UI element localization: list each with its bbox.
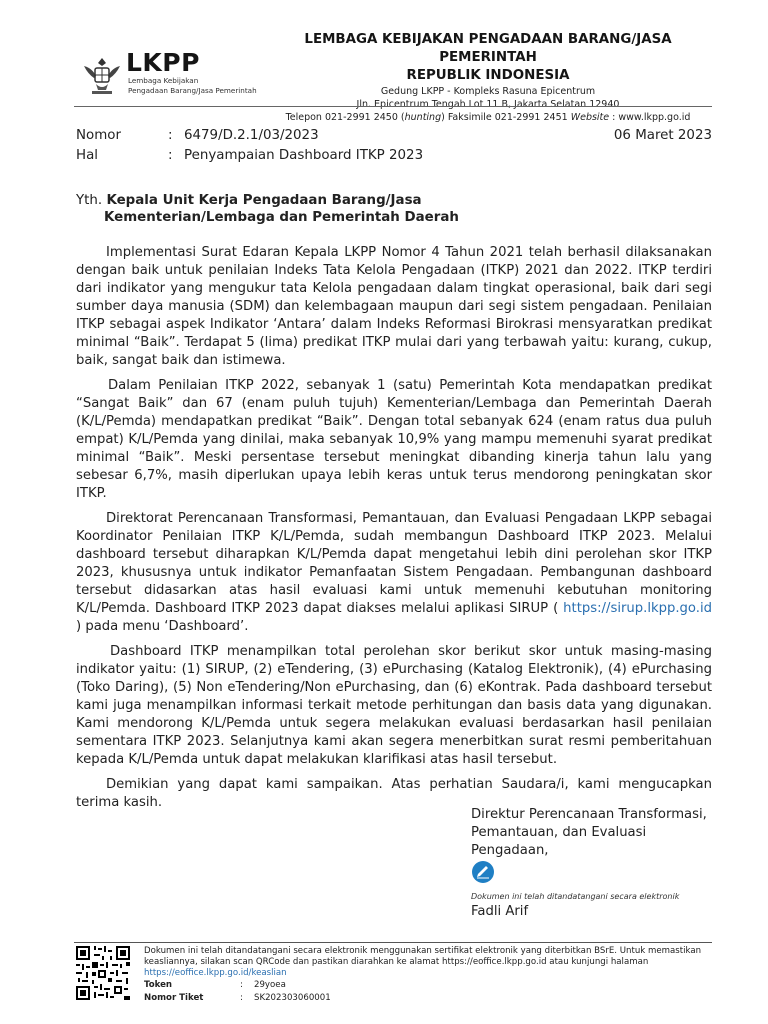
letter-number: 6479/D.2.1/03/2023 (184, 128, 319, 143)
logo-wordmark: LKPP (126, 48, 200, 77)
org-name: LEMBAGA KEBIJAKAN PENGADAAN BARANG/JASA PEMERINTAH (304, 32, 672, 65)
recipient-line1: Kepala Unit Kerja Pengadaan Barang/Jasa (106, 193, 422, 208)
paragraph-4: Dashboard ITKP menampilkan total perolehan skor berikut skor untuk masing-masing indikator yaitu: (1) SIRUP, (2) eTendering, (3) ePurchasing (Katalog Elektronik), (4) ePurchasing (Toko Daring), (5) Non eTendering/Non ePurchasing, dan (6) eKontrak. Pada dashboard tersebut kami juga menampilkan informasi terkait metode perhitungan dan basis data yang digunakan. Kami mendorong K/L/Pemda untuk segera melakukan evaluasi berdasarkan hasil penilaian sementara ITKP 2023. Selanjutnya kami akan segera menerbitkan surat resmi pemberitahuan kepada K/L/Pemda untuk dapat melakukan klarifikasi atas hasil tersebut. (76, 644, 712, 767)
letter-subject: Penyampaian Dashboard ITKP 2023 (184, 148, 424, 163)
letter-date: 06 Maret 2023 (613, 128, 712, 143)
paragraph-3: Direktorat Perencanaan Transformasi, Pemantauan, dan Evaluasi Pengadaan LKPP sebagai Koordinator Penilaian ITKP K/L/Pemda, sudah membangun Dashboard ITKP 2023. Melalui dashboard tersebut diharapkan K/L/Pemda dapat mengetahui lebih dini perolehan skor ITKP 2023, khususnya untuk indikator Pemanfaatan Sistem Pengadaan. Pembangunan dashboard tersebut didasarkan atas hasil evaluasi kami untuk memenuhi kebutuhan monitoring K/L/Pemda. Dashboard ITKP 2023 dapat diakses melalui aplikasi SIRUP ( https://sirup.lkpp.go.id ) pada menu ‘Dashboard’. (76, 511, 712, 634)
signatory-name: Fadli Arif (471, 904, 529, 919)
org-country: REPUBLIK INDONESIA (406, 68, 570, 83)
paragraph-2: Dalam Penilaian ITKP 2022, sebanyak 1 (satu) Pemerintah Kota mendapatkan predikat “Sangat Baik” dan 67 (enam puluh tujuh) Kementerian/Lembaga dan Pemerintah Daerah (K/L/Pemda) mendapatkan predikat “Baik”. Dengan total sebanyak 624 (enam ratus dua puluh empat) K/L/Pemda yang dinilai, maka sebanyak 10,9% yang mampu memenuhi syarat predikat minimal “Baik”. Meski persentase tersebut meningkat dibanding kinerja tahun lalu yang sebesar 6,7%, masih diperlukan upaya lebih keras untuk terus mendorong peningkatan skor ITKP. (76, 378, 712, 501)
letterhead-divider (74, 106, 712, 107)
footer-notice: Dokumen ini telah ditandatangani secara elektronik menggunakan sertifikat elektronik yang diterbitkan BSrE. Untuk memastikan keasliannya, silakan scan QRCode dan pastikan diarahkan ke alamat https://eoffice.lkpp.go.id atau kunjungi halaman https://eoffice.lkpp.go.id/keaslian (144, 946, 702, 978)
org-address-1: Gedung LKPP - Kompleks Rasuna Epicentrum (380, 86, 596, 97)
org-contact: Telepon 021-2991 2450 (hunting) Faksimile 021-2991 2451 Website : www.lkpp.go.id (285, 112, 691, 123)
ticket-row: Nomor Tiket : SK202303060001 (144, 993, 331, 1003)
recipient-line2: Kementerian/Lembaga dan Pemerintah Daerah (104, 210, 459, 225)
esign-icon (471, 860, 495, 884)
signature-title: Direktur Perencanaan Transformasi, Pemantauan, dan Evaluasi Pengadaan, (471, 807, 707, 858)
org-address-2: Jln. Epicentrum Tengah Lot 11 B, Jakarta Selatan 12940 (356, 99, 620, 110)
token-row: Token : 29yoea (144, 980, 286, 990)
sirup-link[interactable]: https://sirup.lkpp.go.id (563, 601, 712, 616)
ticket-value: SK202303060001 (254, 993, 331, 1003)
letterhead (0, 0, 768, 123)
organization-block (258, 31, 718, 124)
logo-subtitle: Lembaga Kebijakan Pengadaan Barang/Jasa Pemerintah (128, 76, 257, 95)
footer-divider (74, 942, 712, 943)
nomor-row: Nomor : 6479/D.2.1/03/2023 (76, 126, 712, 146)
paragraph-5: Demikian yang dapat kami sampaikan. Atas perhatian Saudara/i, kami mengucapkan terima kasih. (76, 777, 712, 810)
letter-meta (76, 126, 712, 166)
paragraph-1: Implementasi Surat Edaran Kepala LKPP Nomor 4 Tahun 2021 telah berhasil dilaksanakan dengan baik untuk penilaian Indeks Tata Kelola Pengadaan (ITKP) 2021 dan 2022. ITKP terdiri dari indikator yang mengukur tata Kelola pengadaan dalam tingkat operasional, baik dari segi sumber daya manusia (SDM) dan kelembagaan maupun dari segi sistem pengadaan. Penilaian ITKP sebagai aspek Indikator ‘Antara’ dalam Indeks Reformasi Birokrasi mensyaratkan predikat minimal “Baik”. Terdapat 5 (lima) predikat ITKP mulai dari yang terbawah yaitu: kurang, cukup, baik, sangat baik dan istimewa. (76, 245, 712, 368)
token-value: 29yoea (254, 980, 286, 990)
garuda-emblem-icon (80, 52, 124, 96)
qr-code-icon[interactable] (74, 944, 132, 1002)
hal-row: Hal : Penyampaian Dashboard ITKP 2023 (76, 146, 712, 166)
letter-body (76, 244, 712, 819)
esign-note: Dokumen ini telah ditandatangani secara elektronik (471, 892, 680, 901)
recipient: Yth. Kepala Unit Kerja Pengadaan Barang/Jasa Kementerian/Lembaga dan Pemerintah Daerah (76, 192, 712, 226)
eoffice-verify-link[interactable]: https://eoffice.lkpp.go.id/keaslian (144, 968, 287, 978)
